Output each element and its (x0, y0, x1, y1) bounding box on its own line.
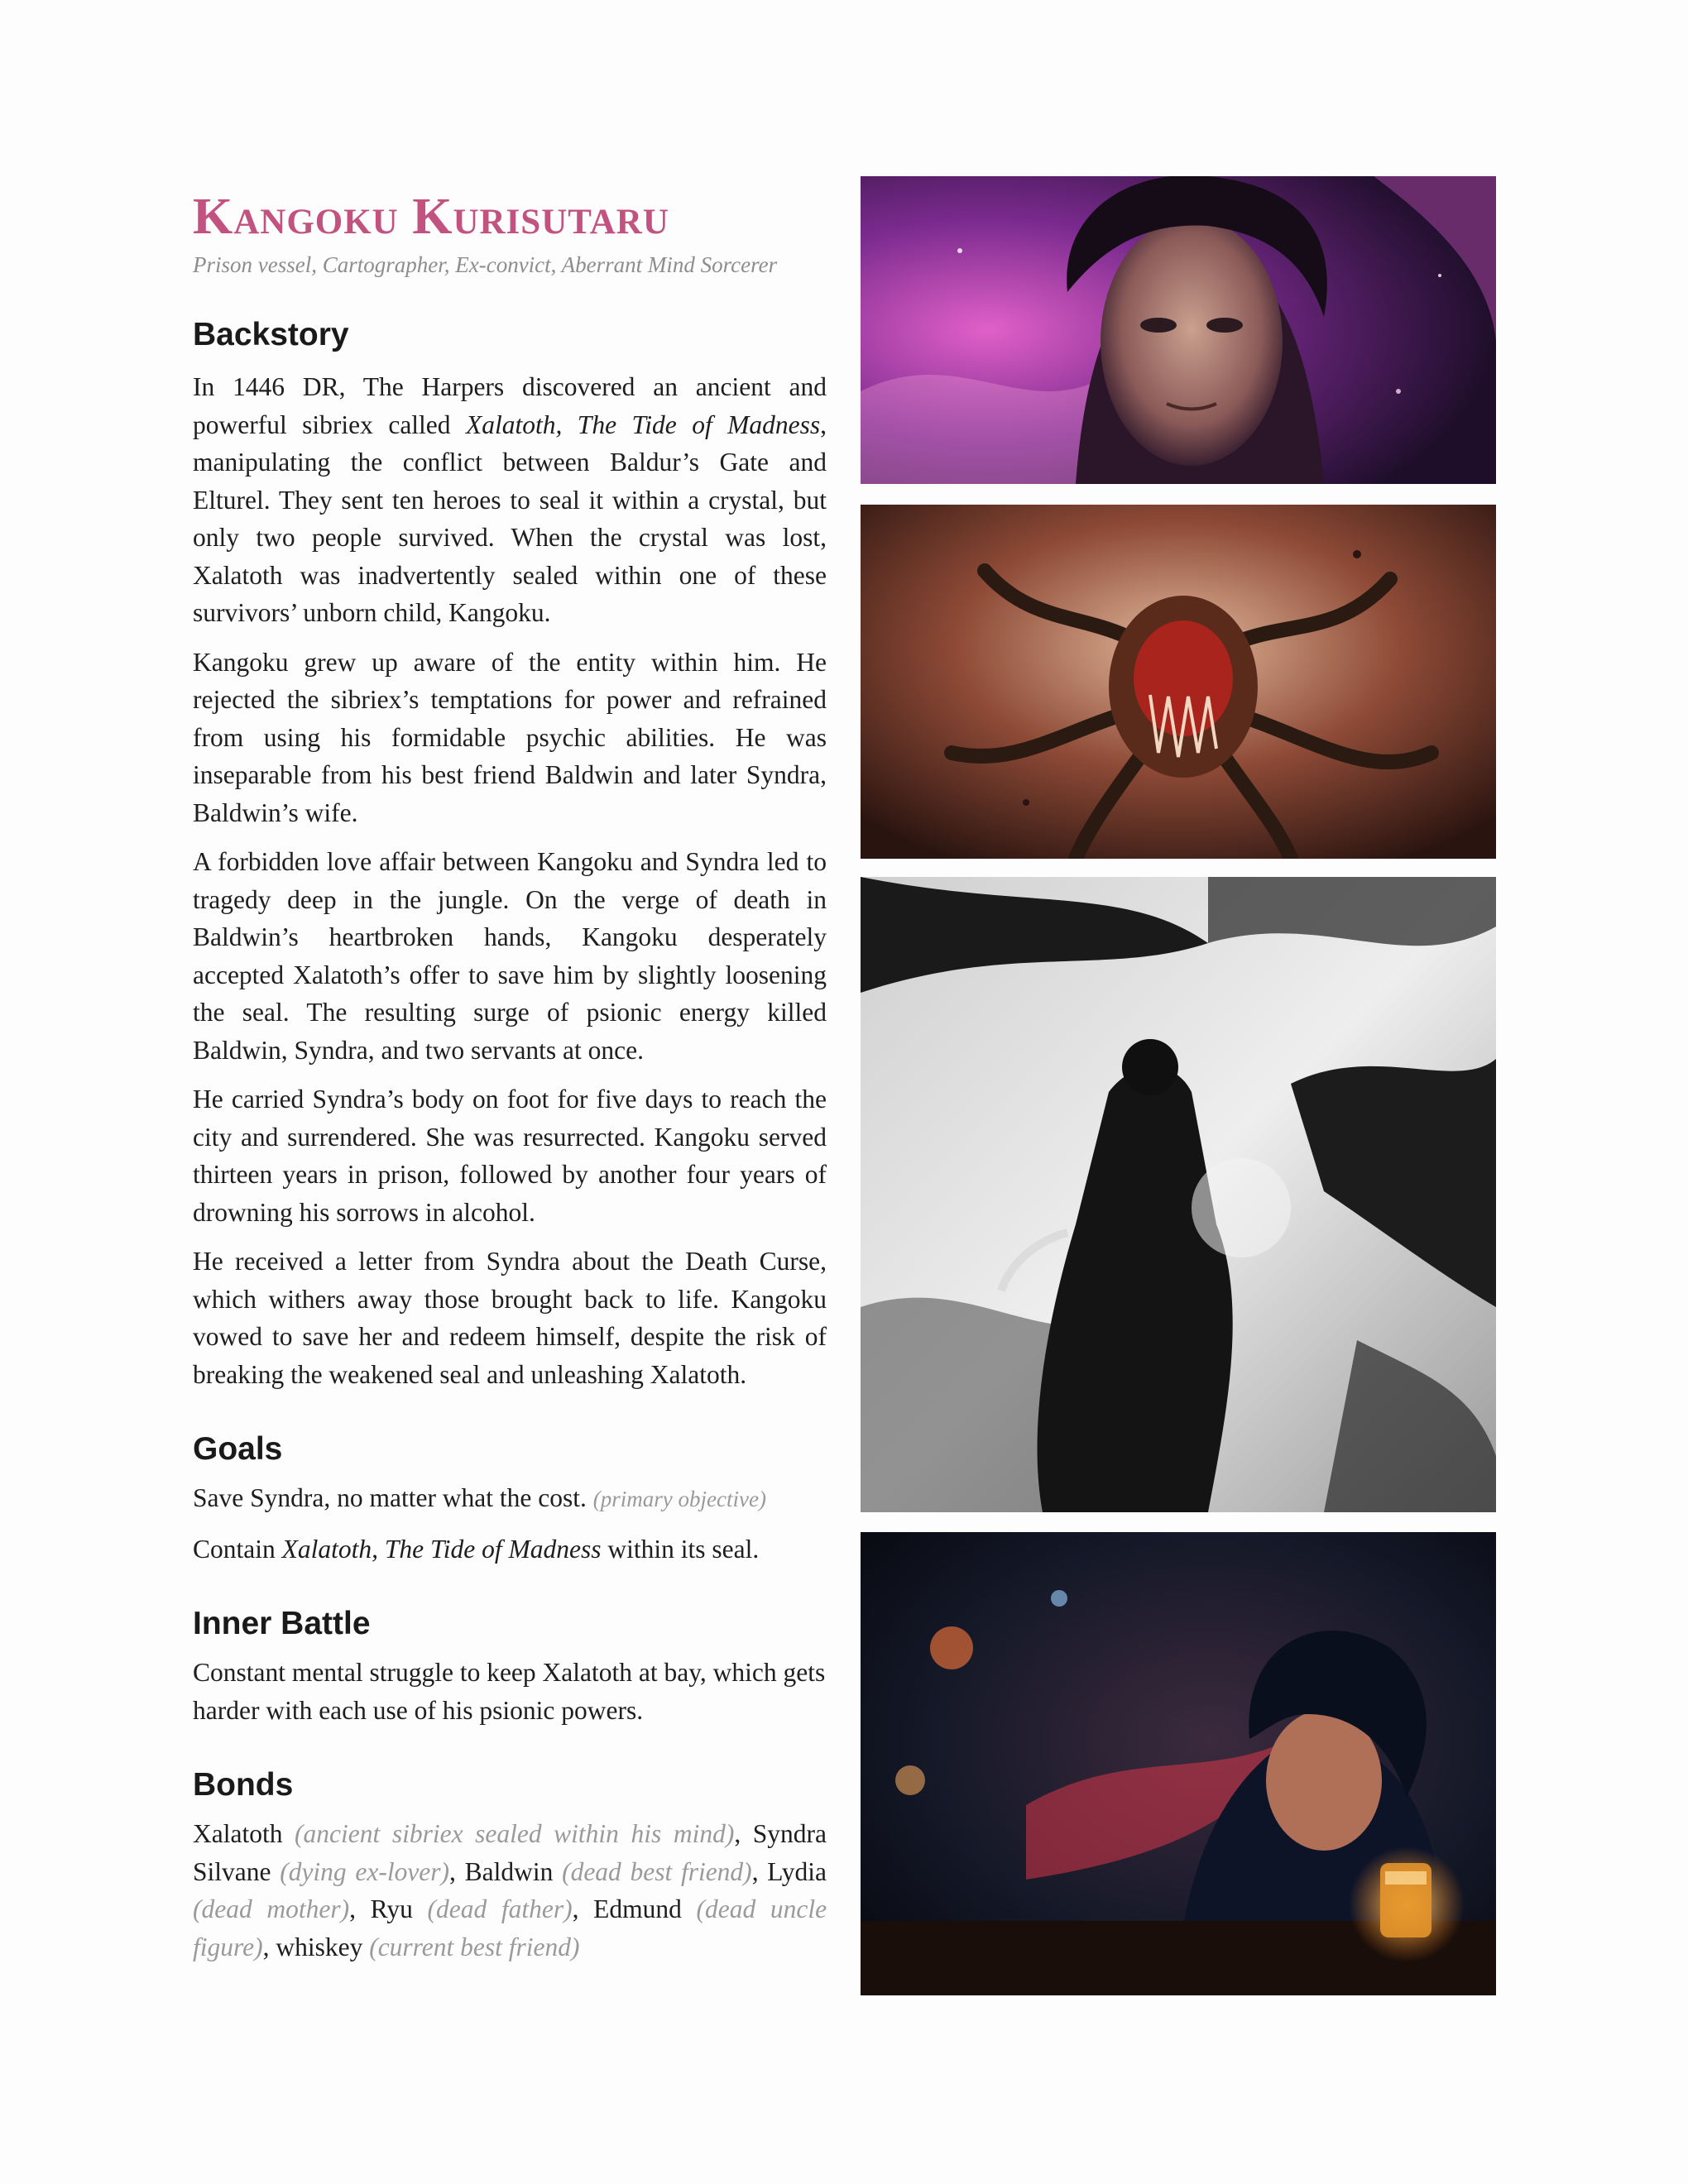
text-column (193, 186, 827, 1977)
bond-separator: , (449, 1856, 465, 1886)
backstory-paragraph-5: He received a letter from Syndra about the Death Curse, which withers away those brought back to life. Kangoku vowed to save her and redeem himself, despite the risk of breaking the weakened seal and unleashing Xalatoth. (193, 1247, 827, 1389)
backstory-heading: Backstory (193, 317, 349, 352)
bond-name: Lydia (767, 1856, 827, 1886)
bond-name: Ryu (370, 1894, 413, 1923)
backstory-section (193, 315, 827, 1393)
goal-2-text-a: Contain (193, 1534, 282, 1564)
goal-2 (193, 1530, 827, 1569)
bond-name: Edmund (593, 1894, 682, 1923)
backstory-p1-italic: Xalatoth, The Tide of Madness (465, 410, 821, 439)
bonds-heading: Bonds (193, 1767, 294, 1803)
bond-note: (current best friend) (369, 1932, 580, 1961)
goal-2-italic: Xalatoth, The Tide of Madness (281, 1534, 602, 1564)
character-name: Kangoku Kurisutaru (193, 189, 669, 245)
bond-separator: , (572, 1894, 594, 1923)
inner-battle-section (193, 1604, 827, 1729)
character-subtitle: Prison vessel, Cartographer, Ex-convict, Aberrant Mind Sorcerer (193, 252, 778, 277)
bond-name: Syndra Silvane (193, 1819, 827, 1886)
goals-section (193, 1430, 827, 1568)
bond-note: (dead mother) (193, 1894, 350, 1923)
creature-illustration (861, 505, 1496, 859)
backstory-p1-text-b: , manipulating the conflict between Baldur’s Gate and Elturel. They sent ten heroes to seal it within a crystal, but only two people survived. When the crystal was lost, Xalatoth was inadvertently sealed within one of these survivors’ unborn child, Kangoku. (193, 410, 827, 627)
backstory-paragraph-3: A forbidden love affair between Kangoku and Syndra led to tragedy deep in the jungle. On the verge of death in Baldwin’s heartbroken hands, Kangoku desperately accepted Xalatoth’s offer to save him by slightly loosening the seal. The resulting surge of psionic energy killed Baldwin, Syndra, and two servants at once. (193, 847, 827, 1065)
portrait-illustration (861, 176, 1496, 484)
goal-2-text-b: within its seal. (601, 1534, 760, 1564)
bond-separator: , (262, 1932, 276, 1961)
goal-1 (193, 1479, 827, 1519)
backstory-p1-text-a: In 1446 DR, The Harpers discovered an ancient and powerful sibriex called (193, 372, 827, 439)
inner-battle-heading: Inner Battle (193, 1606, 371, 1641)
bond-separator: , (349, 1894, 371, 1923)
bond-separator: , (751, 1856, 768, 1886)
bond-note: (dead father) (427, 1894, 573, 1923)
tavern-illustration (861, 1532, 1496, 1995)
inner-battle-text: Constant mental struggle to keep Xalatoth at bay, which gets harder with each use of his psionic powers. (193, 1658, 826, 1725)
bond-name: Xalatoth (193, 1819, 283, 1848)
backstory-paragraph-4: He carried Syndra’s body on foot for five days to reach the city and surrendered. She was resurrected. Kangoku served thirteen years in prison, followed by another four years of drowning his sorrows in alcohol. (193, 1085, 827, 1227)
cloaked-figure-illustration (861, 877, 1496, 1512)
bond-name: Baldwin (464, 1856, 554, 1886)
goal-1-text: Save Syndra, no matter what the cost. (193, 1483, 593, 1512)
bond-name: whiskey (276, 1932, 363, 1961)
goals-heading: Goals (193, 1431, 283, 1467)
bond-note: (ancient sibriex sealed within his mind) (295, 1819, 735, 1848)
goal-1-note: (primary objective) (592, 1487, 766, 1511)
backstory-paragraph-1 (193, 368, 827, 632)
bond-separator: , (734, 1819, 753, 1848)
bond-note: (dead best friend) (562, 1856, 752, 1886)
bond-note: (dying ex-lover) (280, 1856, 450, 1886)
bond-note: (dead uncle figure) (193, 1894, 827, 1961)
bonds-list (193, 1815, 827, 1966)
backstory-paragraph-2: Kangoku grew up aware of the entity within him. He rejected the sibriex’s temptations for power and refrained from using his formidable psychic abilities. He was inseparable from his best friend Baldwin and later Syndra, Baldwin’s wife. (193, 647, 827, 827)
bonds-section (193, 1765, 827, 1966)
